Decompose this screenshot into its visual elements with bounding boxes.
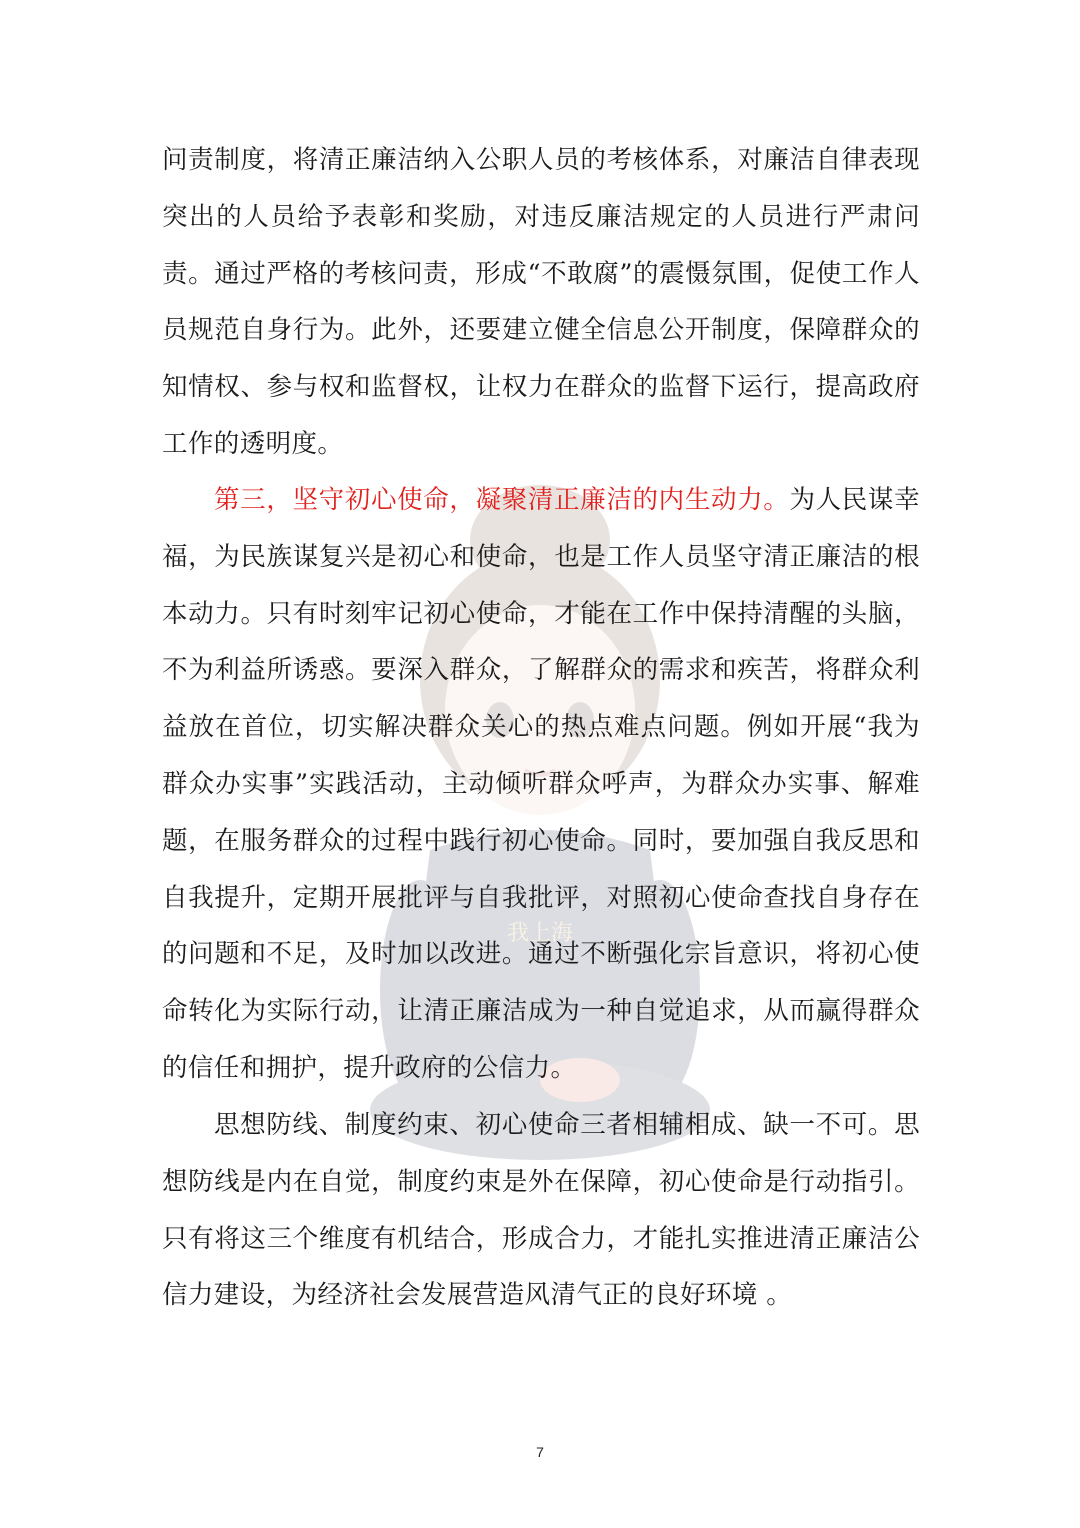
paragraph-original-mission [162,472,920,1097]
paragraph-text: 问责制度，将清正廉洁纳入公职人员的考核体系，对廉洁自律表现突出的人员给予表彰和奖励，对违反廉洁规定的人员进行严肃问责。通过严格的考核问责，形成“不敢腐”的震慑氛围，促使工作人员规范自身行为。此外，还要建立健全信息公开制度，保障群众的知情权、参与权和监督权，让权力在群众的监督下运行，提高政府工作的透明度。 [162,145,920,459]
paragraph-conclusion [162,1097,920,1324]
section-heading: 第三，坚守初心使命，凝聚清正廉洁的内生动力。 [214,485,790,515]
paragraph-text: 思想防线、制度约束、初心使命三者相辅相成、缺一不可。思想防线是内在自觉，制度约束是外在保障，初心使命是行动指引。只有将这三个维度有机结合，形成合力，才能扎实推进清正廉洁公信力建设，为经济社会发展营造风清气正的良好环境 。 [162,1110,920,1311]
page-number: 7 [536,1444,544,1460]
watermark-caption: 我上海 [506,921,574,946]
paragraph-accountability [162,132,920,473]
paragraph-body: 为人民谋幸福，为民族谋复兴是初心和使命，也是工作人员坚守清正廉洁的根本动力。只有时刻牢记初心使命，才能在工作中保持清醒的头脑，不为利益所诱惑。要深入群众，了解群众的需求和疾苦，将群众利益放在首位，切实解决群众关心的热点难点问题。例如开展“我为群众办实事”实践活动，主动倾听群众呼声，为群众办实事、解难题，在服务群众的过程中践行初心使命。同时，要加强自我反思和自我提升，定期开展批评与自我批评，对照初心使命查找自身存在的问题和不足，及时加以改进。通过不断强化宗旨意识，将初心使命转化为实际行动，让清正廉洁成为一种自觉追求，从而赢得群众的信任和拥护，提升政府的公信力。 [162,485,920,1083]
paragraph-text [162,472,920,1097]
